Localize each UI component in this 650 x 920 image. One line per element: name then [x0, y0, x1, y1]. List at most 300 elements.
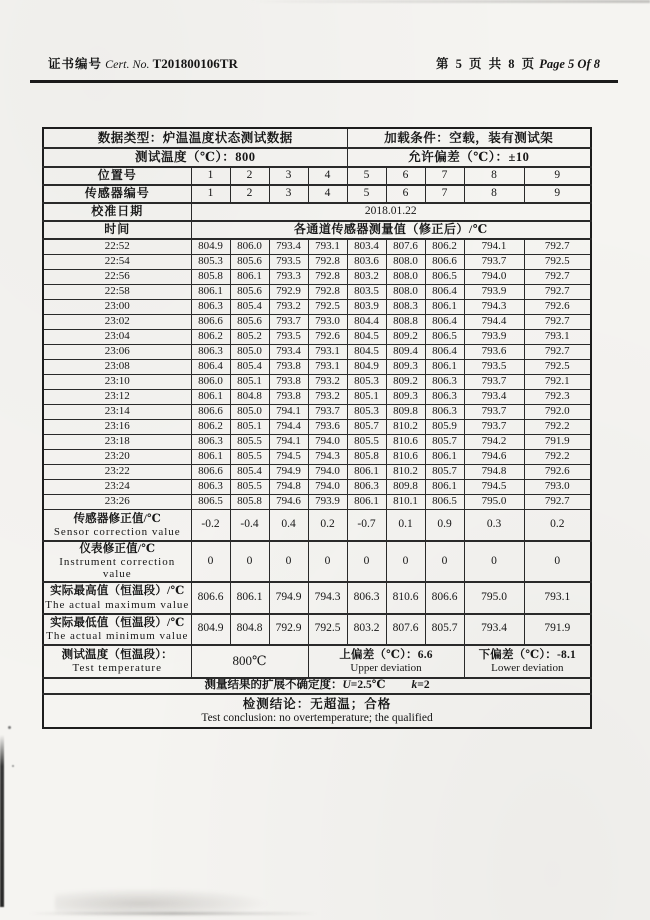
reading-value: 803.9 — [347, 299, 386, 314]
reading-value: 792.8 — [308, 269, 347, 284]
reading-value: 794.5 — [464, 479, 524, 494]
reading-value: 803.2 — [347, 269, 386, 284]
label-zh: 测试温度（恒温段）： — [61, 648, 173, 661]
reading-value: 805.0 — [230, 344, 269, 359]
reading-value: 805.1 — [347, 389, 386, 404]
reading-value: 808.0 — [386, 284, 425, 299]
scan-artifact-bottom-line — [28, 912, 318, 915]
positions-label: 位置号 — [43, 167, 191, 185]
label-zh: 仪表修正值/℃ — [79, 543, 156, 555]
reading-time: 23:10 — [43, 374, 191, 389]
reading-value: 809.2 — [386, 329, 425, 344]
summary-value: 806.3 — [347, 582, 386, 614]
reading-value: 806.1 — [425, 299, 464, 314]
summary-value: 795.0 — [464, 582, 524, 614]
summary-value: -0.4 — [230, 509, 269, 541]
reading-value: 803.4 — [347, 239, 386, 254]
deviation-summary-row — [43, 645, 591, 678]
data-type-cell: 数据类型：炉温温度状态测试数据 — [43, 128, 347, 148]
reading-value: 793.1 — [308, 344, 347, 359]
reading-value: 794.1 — [269, 434, 308, 449]
uncertainty-u-symbol: U — [342, 678, 351, 691]
reading-value: 794.4 — [269, 419, 308, 434]
table-row — [43, 128, 591, 148]
reading-value: 806.4 — [425, 314, 464, 329]
reading-value: 806.3 — [191, 479, 230, 494]
summary-value: 0.9 — [425, 509, 464, 541]
reading-value: 808.0 — [386, 254, 425, 269]
label-en: Test temperature — [72, 662, 162, 675]
summary-value: 794.3 — [308, 582, 347, 614]
summary-value: 806.6 — [191, 582, 230, 614]
page-info-zh: 第 5 页 共 8 页 — [435, 57, 537, 71]
reading-value: 806.4 — [425, 284, 464, 299]
label-zh: 传感器修正值/℃ — [73, 512, 162, 525]
reading-value: 792.7 — [524, 284, 591, 299]
reading-time: 22:52 — [43, 239, 191, 254]
reading-time: 23:24 — [43, 479, 191, 494]
lower-deviation-zh: 下偏差（℃）：-8.1 — [478, 648, 577, 661]
reading-value: 806.3 — [191, 299, 230, 314]
position-number: 5 — [347, 167, 386, 185]
reading-value: 793.0 — [524, 479, 591, 494]
instrument-correction-label — [43, 541, 191, 582]
label-en: The actual maximum value — [45, 598, 190, 611]
load-condition-cell: 加载条件：空载，装有测试架 — [347, 128, 591, 148]
reading-time: 22:58 — [43, 284, 191, 299]
reading-value: 806.1 — [425, 479, 464, 494]
reading-value: 805.2 — [230, 329, 269, 344]
reading-row — [43, 374, 591, 389]
reading-value: 806.6 — [191, 464, 230, 479]
reading-value: 792.5 — [524, 359, 591, 374]
reading-row — [43, 389, 591, 404]
reading-time: 23:14 — [43, 404, 191, 419]
reading-value: 792.6 — [524, 299, 591, 314]
reading-value: 794.1 — [464, 239, 524, 254]
reading-value: 806.1 — [347, 494, 386, 509]
cert-label-en: Cert. No. — [105, 57, 150, 71]
reading-value: 793.9 — [464, 284, 524, 299]
conclusion-cell — [43, 694, 591, 728]
reading-value: 794.8 — [464, 464, 524, 479]
reading-value: 792.0 — [524, 404, 591, 419]
reading-value: 805.5 — [230, 479, 269, 494]
reading-value: 794.6 — [269, 494, 308, 509]
summary-value: 793.4 — [464, 614, 524, 645]
reading-value: 805.6 — [230, 254, 269, 269]
position-number: 6 — [386, 167, 425, 185]
position-number: 7 — [425, 167, 464, 185]
reading-value: 795.0 — [464, 494, 524, 509]
reading-value: 808.3 — [386, 299, 425, 314]
reading-time: 23:26 — [43, 494, 191, 509]
sensor-number: 9 — [524, 185, 591, 203]
label-zh: 实际最高值（恒温段）/℃ — [50, 585, 185, 598]
reading-time: 23:02 — [43, 314, 191, 329]
reading-value: 792.3 — [524, 389, 591, 404]
reading-value: 793.4 — [269, 344, 308, 359]
reading-value: 794.9 — [269, 464, 308, 479]
reading-row — [43, 434, 591, 449]
reading-value: 792.6 — [524, 464, 591, 479]
reading-value: 792.6 — [308, 329, 347, 344]
reading-row — [43, 494, 591, 509]
reading-value: 804.8 — [230, 389, 269, 404]
summary-value: 805.7 — [425, 614, 464, 645]
reading-value: 806.1 — [191, 389, 230, 404]
reading-value: 806.5 — [425, 494, 464, 509]
sensor-number: 2 — [230, 185, 269, 203]
reading-value: 806.6 — [425, 254, 464, 269]
reading-value: 793.7 — [308, 404, 347, 419]
reading-value: 804.4 — [347, 314, 386, 329]
summary-value: 804.9 — [191, 614, 230, 645]
reading-value: 806.1 — [191, 449, 230, 464]
summary-value: 791.9 — [524, 614, 591, 645]
reading-value: 805.4 — [230, 299, 269, 314]
reading-value: 806.5 — [425, 269, 464, 284]
test-temperature-cell: 测试温度（℃）：800 — [43, 148, 347, 167]
summary-value: 807.6 — [386, 614, 425, 645]
reading-value: 794.0 — [308, 479, 347, 494]
reading-value: 792.2 — [524, 419, 591, 434]
reading-value: 793.2 — [308, 389, 347, 404]
reading-value: 793.7 — [464, 419, 524, 434]
reading-value: 806.1 — [425, 359, 464, 374]
test-temperature-label — [43, 645, 191, 678]
reading-value: 792.5 — [308, 299, 347, 314]
summary-value: 806.1 — [230, 582, 269, 614]
reading-row — [43, 479, 591, 494]
reading-value: 805.3 — [347, 374, 386, 389]
reading-value: 794.4 — [464, 314, 524, 329]
reading-value: 806.6 — [191, 404, 230, 419]
reading-value: 809.2 — [386, 374, 425, 389]
position-number: 9 — [524, 167, 591, 185]
reading-time: 23:22 — [43, 464, 191, 479]
reading-value: 805.1 — [230, 374, 269, 389]
uncertainty-u-value: =2.5℃ — [350, 678, 386, 691]
summary-value: -0.7 — [347, 509, 386, 541]
reading-value: 793.7 — [464, 254, 524, 269]
sensor-number: 8 — [464, 185, 524, 203]
reading-value: 810.6 — [386, 449, 425, 464]
reading-value: 792.7 — [524, 494, 591, 509]
summary-value: 804.8 — [230, 614, 269, 645]
reading-time: 23:12 — [43, 389, 191, 404]
reading-value: 805.6 — [230, 314, 269, 329]
reading-value: 810.1 — [386, 494, 425, 509]
summary-value: 0 — [464, 541, 524, 582]
reading-value: 793.2 — [308, 374, 347, 389]
upper-deviation-en: Upper deviation — [350, 662, 422, 675]
reading-value: 805.4 — [230, 464, 269, 479]
reading-value: 792.9 — [269, 284, 308, 299]
reading-value: 791.9 — [524, 434, 591, 449]
summary-value: 0.2 — [524, 509, 591, 541]
reading-value: 806.0 — [191, 374, 230, 389]
reading-value: 806.3 — [425, 404, 464, 419]
reading-value: 794.8 — [269, 479, 308, 494]
lower-deviation-en: Lower deviation — [491, 662, 564, 675]
reading-value: 793.3 — [269, 269, 308, 284]
reading-time: 23:04 — [43, 329, 191, 344]
reading-value: 805.5 — [230, 434, 269, 449]
reading-value: 792.7 — [524, 344, 591, 359]
reading-value: 805.5 — [347, 434, 386, 449]
reading-value: 809.8 — [386, 404, 425, 419]
calibration-label: 校准日期 — [43, 203, 191, 221]
calibration-date: 2018.01.22 — [191, 203, 591, 221]
summary-value: 792.5 — [308, 614, 347, 645]
summary-value: 793.1 — [524, 582, 591, 614]
label-zh: 实际最低值（恒温段）/℃ — [50, 616, 185, 629]
reading-value: 806.3 — [191, 344, 230, 359]
reading-value: 809.3 — [386, 359, 425, 374]
reading-row — [43, 404, 591, 419]
reading-time: 23:16 — [43, 419, 191, 434]
summary-value: 0.4 — [269, 509, 308, 541]
reading-value: 794.0 — [308, 434, 347, 449]
page-info-en: Page 5 Of 8 — [539, 57, 600, 71]
actual-maximum-label — [43, 582, 191, 614]
sensor-number-row — [43, 185, 591, 203]
summary-value: 810.6 — [386, 582, 425, 614]
reading-value: 793.7 — [464, 404, 524, 419]
conclusion-zh: 检测结论：无超温；合格 — [242, 696, 392, 711]
reading-value: 809.8 — [386, 479, 425, 494]
summary-value: 0 — [191, 541, 230, 582]
sensor-number: 7 — [425, 185, 464, 203]
reading-value: 804.5 — [347, 329, 386, 344]
reading-value: 806.0 — [230, 239, 269, 254]
channels-header-row — [43, 221, 591, 239]
scan-artifact-edge-strip — [0, 735, 4, 907]
reading-value: 804.9 — [191, 239, 230, 254]
reading-value: 810.6 — [386, 434, 425, 449]
reading-time: 23:18 — [43, 434, 191, 449]
reading-value: 806.4 — [425, 344, 464, 359]
summary-value: 806.6 — [425, 582, 464, 614]
scan-artifact-dot — [8, 726, 11, 729]
reading-time: 22:54 — [43, 254, 191, 269]
reading-value: 792.8 — [308, 254, 347, 269]
reading-time: 23:00 — [43, 299, 191, 314]
summary-value: 0 — [230, 541, 269, 582]
summary-value: -0.2 — [191, 509, 230, 541]
position-number: 2 — [230, 167, 269, 185]
reading-time: 23:20 — [43, 449, 191, 464]
reading-row — [43, 329, 591, 344]
reading-value: 794.0 — [464, 269, 524, 284]
reading-value: 805.0 — [230, 404, 269, 419]
actual-minimum-label — [43, 614, 191, 645]
reading-value: 806.5 — [191, 494, 230, 509]
reading-value: 793.0 — [308, 314, 347, 329]
lower-deviation-cell — [464, 645, 591, 678]
reading-row — [43, 314, 591, 329]
test-temperature-value: 800℃ — [191, 645, 308, 678]
reading-row — [43, 269, 591, 284]
table-row — [43, 148, 591, 167]
summary-value: 0.2 — [308, 509, 347, 541]
label-en: Sensor correction value — [53, 525, 181, 538]
reading-value: 793.8 — [269, 359, 308, 374]
summary-value: 803.2 — [347, 614, 386, 645]
reading-value: 806.6 — [191, 314, 230, 329]
position-number: 1 — [191, 167, 230, 185]
sensor-correction-label — [43, 509, 191, 541]
reading-row — [43, 299, 591, 314]
reading-value: 794.1 — [269, 404, 308, 419]
reading-value: 809.3 — [386, 389, 425, 404]
reading-value: 793.6 — [308, 419, 347, 434]
reading-value: 792.8 — [308, 284, 347, 299]
reading-row — [43, 239, 591, 254]
reading-value: 805.7 — [425, 464, 464, 479]
sensor-number: 4 — [308, 185, 347, 203]
summary-value: 0.3 — [464, 509, 524, 541]
scan-artifact-dot — [12, 765, 14, 767]
reading-value: 792.7 — [524, 269, 591, 284]
summary-value: 0 — [386, 541, 425, 582]
instrument-correction-row — [43, 541, 591, 582]
reading-value: 792.7 — [524, 239, 591, 254]
reading-value: 806.1 — [347, 464, 386, 479]
reading-value: 793.5 — [464, 359, 524, 374]
reading-value: 794.0 — [308, 464, 347, 479]
summary-value: 0.1 — [386, 509, 425, 541]
label-en: The actual minimum value — [46, 630, 189, 643]
upper-deviation-zh: 上偏差（℃）：6.6 — [339, 648, 433, 661]
reading-row — [43, 344, 591, 359]
position-number: 8 — [464, 167, 524, 185]
calibration-date-row — [43, 203, 591, 221]
reading-value: 793.5 — [269, 254, 308, 269]
reading-value: 806.2 — [191, 419, 230, 434]
actual-maximum-row — [43, 582, 591, 614]
reading-value: 806.1 — [191, 284, 230, 299]
actual-minimum-row — [43, 614, 591, 645]
reading-value: 794.5 — [269, 449, 308, 464]
reading-row — [43, 464, 591, 479]
sensors-label: 传感器编号 — [43, 185, 191, 203]
reading-value: 806.1 — [425, 449, 464, 464]
reading-value: 793.4 — [269, 239, 308, 254]
reading-value: 793.6 — [464, 344, 524, 359]
reading-row — [43, 254, 591, 269]
reading-value: 806.2 — [425, 239, 464, 254]
uncertainty-k-symbol: k — [411, 678, 418, 691]
sensor-number: 1 — [191, 185, 230, 203]
reading-value: 804.5 — [347, 344, 386, 359]
allowed-deviation-cell: 允许偏差（℃）：±10 — [347, 148, 591, 167]
sensor-number: 5 — [347, 185, 386, 203]
reading-value: 805.9 — [425, 419, 464, 434]
reading-value: 805.6 — [230, 284, 269, 299]
reading-value: 805.4 — [230, 359, 269, 374]
sensor-number: 3 — [269, 185, 308, 203]
uncertainty-cell — [43, 678, 591, 694]
reading-value: 794.3 — [464, 299, 524, 314]
reading-row — [43, 449, 591, 464]
reading-value: 803.5 — [347, 284, 386, 299]
summary-value: 0 — [347, 541, 386, 582]
reading-value: 793.5 — [269, 329, 308, 344]
reading-value: 793.1 — [524, 329, 591, 344]
scan-artifact-smudge — [55, 888, 270, 916]
reading-value: 810.2 — [386, 419, 425, 434]
summary-value: 0 — [524, 541, 591, 582]
uncertainty-prefix: 测量结果的扩展不确定度： — [204, 678, 343, 691]
reading-value: 808.0 — [386, 269, 425, 284]
test-data-table — [42, 127, 592, 729]
reading-value: 793.8 — [269, 389, 308, 404]
reading-row — [43, 284, 591, 299]
reading-value: 805.8 — [230, 494, 269, 509]
position-number: 3 — [269, 167, 308, 185]
reading-value: 794.3 — [308, 449, 347, 464]
reading-value: 806.3 — [425, 374, 464, 389]
time-label: 时间 — [43, 221, 191, 239]
reading-row — [43, 419, 591, 434]
certificate-number-header — [48, 54, 238, 72]
reading-value: 808.8 — [386, 314, 425, 329]
reading-value: 794.2 — [464, 434, 524, 449]
position-number: 4 — [308, 167, 347, 185]
reading-value: 807.6 — [386, 239, 425, 254]
reading-value: 792.7 — [524, 314, 591, 329]
reading-value: 805.8 — [191, 269, 230, 284]
position-number-row — [43, 167, 591, 185]
reading-value: 806.4 — [191, 359, 230, 374]
reading-value: 805.3 — [347, 404, 386, 419]
summary-value: 794.9 — [269, 582, 308, 614]
reading-value: 806.3 — [347, 479, 386, 494]
reading-value: 792.2 — [524, 449, 591, 464]
cert-label-zh: 证书编号 — [48, 57, 103, 71]
channels-header: 各通道传感器测量值（修正后）/℃ — [191, 221, 591, 239]
reading-value: 793.7 — [269, 314, 308, 329]
reading-value: 792.5 — [524, 254, 591, 269]
reading-value: 793.1 — [308, 359, 347, 374]
reading-value: 793.7 — [464, 374, 524, 389]
page-number-header — [436, 54, 600, 72]
sensor-correction-row — [43, 509, 591, 541]
reading-value: 805.5 — [230, 449, 269, 464]
reading-value: 810.2 — [386, 464, 425, 479]
summary-value: 792.9 — [269, 614, 308, 645]
sensor-number: 6 — [386, 185, 425, 203]
reading-value: 793.9 — [464, 329, 524, 344]
label-en: Instrument correction value — [59, 556, 176, 581]
reading-value: 806.3 — [191, 434, 230, 449]
reading-time: 23:06 — [43, 344, 191, 359]
cert-number: T201800106TR — [152, 56, 238, 71]
uncertainty-row — [43, 678, 591, 694]
reading-value: 806.2 — [191, 329, 230, 344]
reading-value: 793.2 — [269, 299, 308, 314]
reading-value: 805.8 — [347, 449, 386, 464]
reading-value: 793.8 — [269, 374, 308, 389]
uncertainty-k-value: =2 — [417, 678, 430, 691]
summary-value: 0 — [308, 541, 347, 582]
reading-value: 805.7 — [425, 434, 464, 449]
summary-value: 0 — [425, 541, 464, 582]
reading-value: 793.4 — [464, 389, 524, 404]
reading-value: 805.3 — [191, 254, 230, 269]
